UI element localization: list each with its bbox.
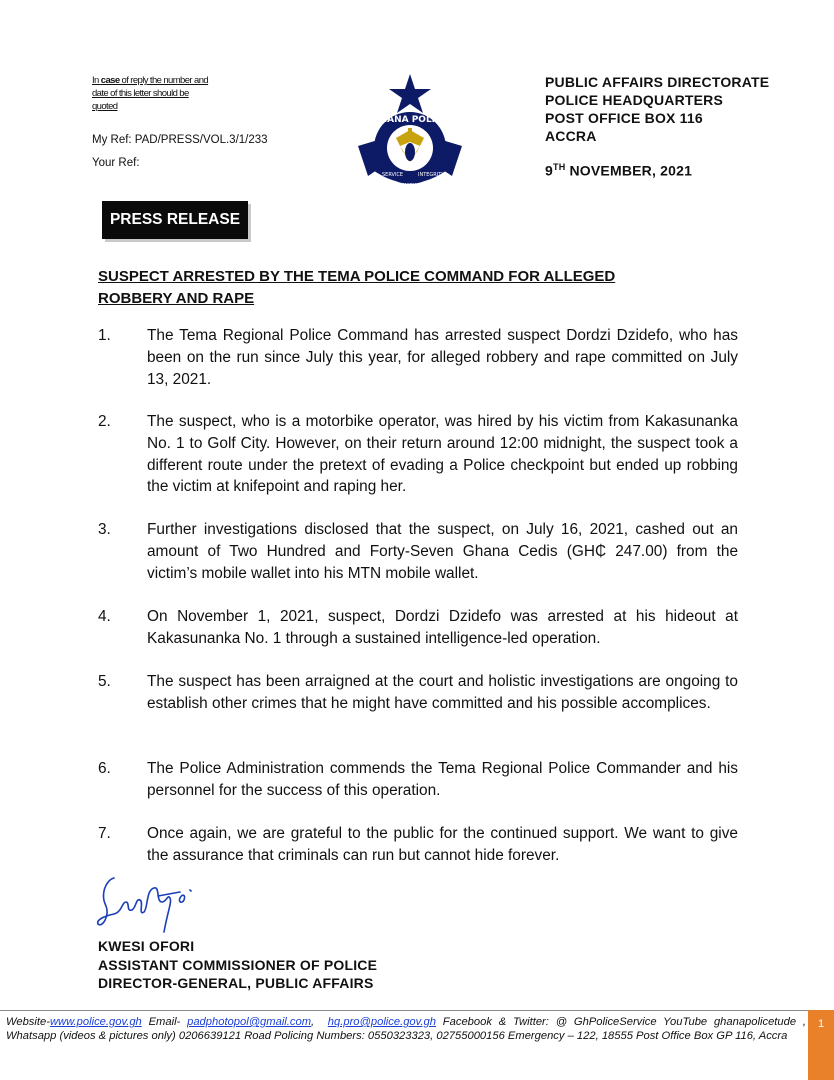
reply-note-prefix: In: [92, 75, 101, 86]
website-link[interactable]: www.police.gov.gh: [49, 1016, 142, 1028]
date-suffix: TH: [553, 162, 566, 172]
crest-text-left: SERVICE: [382, 172, 404, 178]
paragraph-number: 6.: [98, 760, 111, 777]
paragraph-text: The Police Administration commends the Tema Regional Police Commander and his personnel for the success of this operation.: [147, 760, 738, 799]
numbered-paragraph: [98, 671, 738, 715]
your-ref: Your Ref:: [92, 157, 140, 169]
address-line: ACCRA: [545, 128, 597, 144]
signatory-block: [98, 937, 377, 993]
footer-divider: [0, 1010, 834, 1011]
date-day: 9: [545, 162, 553, 179]
footer-contact-details: Facebook & Twitter: @ GhPoliceService YouTube ghanapolicetude , Whatsapp (videos & pictures only) 0206639121 Road Policing Numbers: 0550323323, 02755000156 Emergency – 122, 18555 Post Office Box GP 116, Accra: [6, 1016, 806, 1043]
numbered-paragraph: [98, 325, 738, 390]
numbered-paragraph: [98, 758, 738, 802]
paragraph-number: 4.: [98, 608, 111, 625]
address-line: POLICE HEADQUARTERS: [545, 92, 724, 108]
paragraph-number: 7.: [98, 825, 111, 842]
headline-line: ROBBERY AND RAPE: [98, 290, 255, 307]
email-link-2[interactable]: hq.pro@police.gov.gh: [327, 1016, 436, 1028]
headline: [98, 266, 738, 310]
crest-motto-top: GHANA POLICE: [372, 115, 448, 125]
numbered-paragraph: [98, 823, 738, 867]
signatory-name: KWESI OFORI: [98, 938, 195, 954]
my-ref: My Ref: PAD/PRESS/VOL.3/1/233: [92, 134, 268, 146]
crest-text-right: INTEGRITY: [418, 172, 445, 178]
press-release-badge: PRESS RELEASE: [102, 201, 248, 239]
numbered-paragraph: [98, 606, 738, 650]
handwritten-signature: [96, 872, 196, 936]
address-line: PUBLIC AFFAIRS DIRECTORATE: [545, 74, 770, 90]
footer-contacts: Website-www.police.gov.gh Email- padphotopol@gmail.com, hq.pro@police.gov.gh Facebook & Twitter: @ GhPoliceService YouTube ghanapolicetude , Whatsapp (videos & pictures only) 0206639121 Road Policing Numbers: 0550323323, 02755000156 Emergency – 122, 18555 Post Office Box GP 116, Accra: [6, 1016, 806, 1043]
paragraph-text: Further investigations disclosed that the suspect, on July 16, 2021, cashed out an amount of Two Hundred and Forty-Seven Ghana Cedis (GH₵ 247.00) from the victim’s mobile wallet into his MTN mobile wallet.: [147, 521, 738, 582]
reply-note: [92, 74, 212, 113]
numbered-paragraph: [98, 411, 738, 498]
date-rest: NOVEMBER, 2021: [565, 162, 693, 179]
reply-note-rest: of reply the number and date of this letter should be quoted: [92, 75, 209, 112]
footer-email-label: Email-: [141, 1016, 188, 1028]
paragraph-text: The suspect has been arraigned at the court and holistic investigations are ongoing to establish other crimes that he might have committed and his possible accomplices.: [147, 673, 738, 712]
address-line: POST OFFICE BOX 116: [545, 110, 703, 126]
reply-note-bold: case: [100, 75, 120, 86]
paragraph-text: The suspect, who is a motorbike operator, was hired by his victim from Kakasunanka No. 1 to Golf City. However, on their return around 12:00 midnight, the suspect took a different route under the pretext of evading a Police checkpoint but ended up robbing the victim at knifepoint and raping her.: [147, 413, 738, 496]
paragraph-number: 3.: [98, 521, 111, 538]
footer-website-label: Website-: [6, 1016, 50, 1028]
address-block: [545, 73, 769, 145]
letter-date: [545, 162, 692, 179]
paragraph-number: 2.: [98, 413, 111, 430]
paragraph-number: 1.: [98, 327, 111, 344]
paragraph-text: On November 1, 2021, suspect, Dordzi Dzidefo was arrested at his hideout at Kakasunanka No. 1 through a sustained intelligence-led operation.: [147, 608, 738, 647]
numbered-paragraph: [98, 519, 738, 584]
headline-line: SUSPECT ARRESTED BY THE TEMA POLICE COMMAND FOR ALLEGED: [98, 268, 616, 285]
signatory-rank: ASSISTANT COMMISSIONER OF POLICE: [98, 956, 378, 973]
paragraph-number: 5.: [98, 673, 111, 690]
paragraph-text: The Tema Regional Police Command has arrested suspect Dordzi Dzidefo, who has been on the run since July this year, for alleged robbery and rape committed on July 13, 2021.: [147, 327, 738, 388]
ghana-police-crest-logo: [352, 72, 468, 194]
crest-text-mid: WITH: [403, 183, 417, 189]
signatory-title: DIRECTOR-GENERAL, PUBLIC AFFAIRS: [98, 975, 374, 991]
page-number-badge: 1: [808, 1010, 834, 1080]
paragraph-text: Once again, we are grateful to the public for the continued support. We want to give the assurance that criminals can run but cannot hide forever.: [147, 825, 738, 864]
email-link-1[interactable]: padphotopol@gmail.com: [187, 1016, 312, 1028]
